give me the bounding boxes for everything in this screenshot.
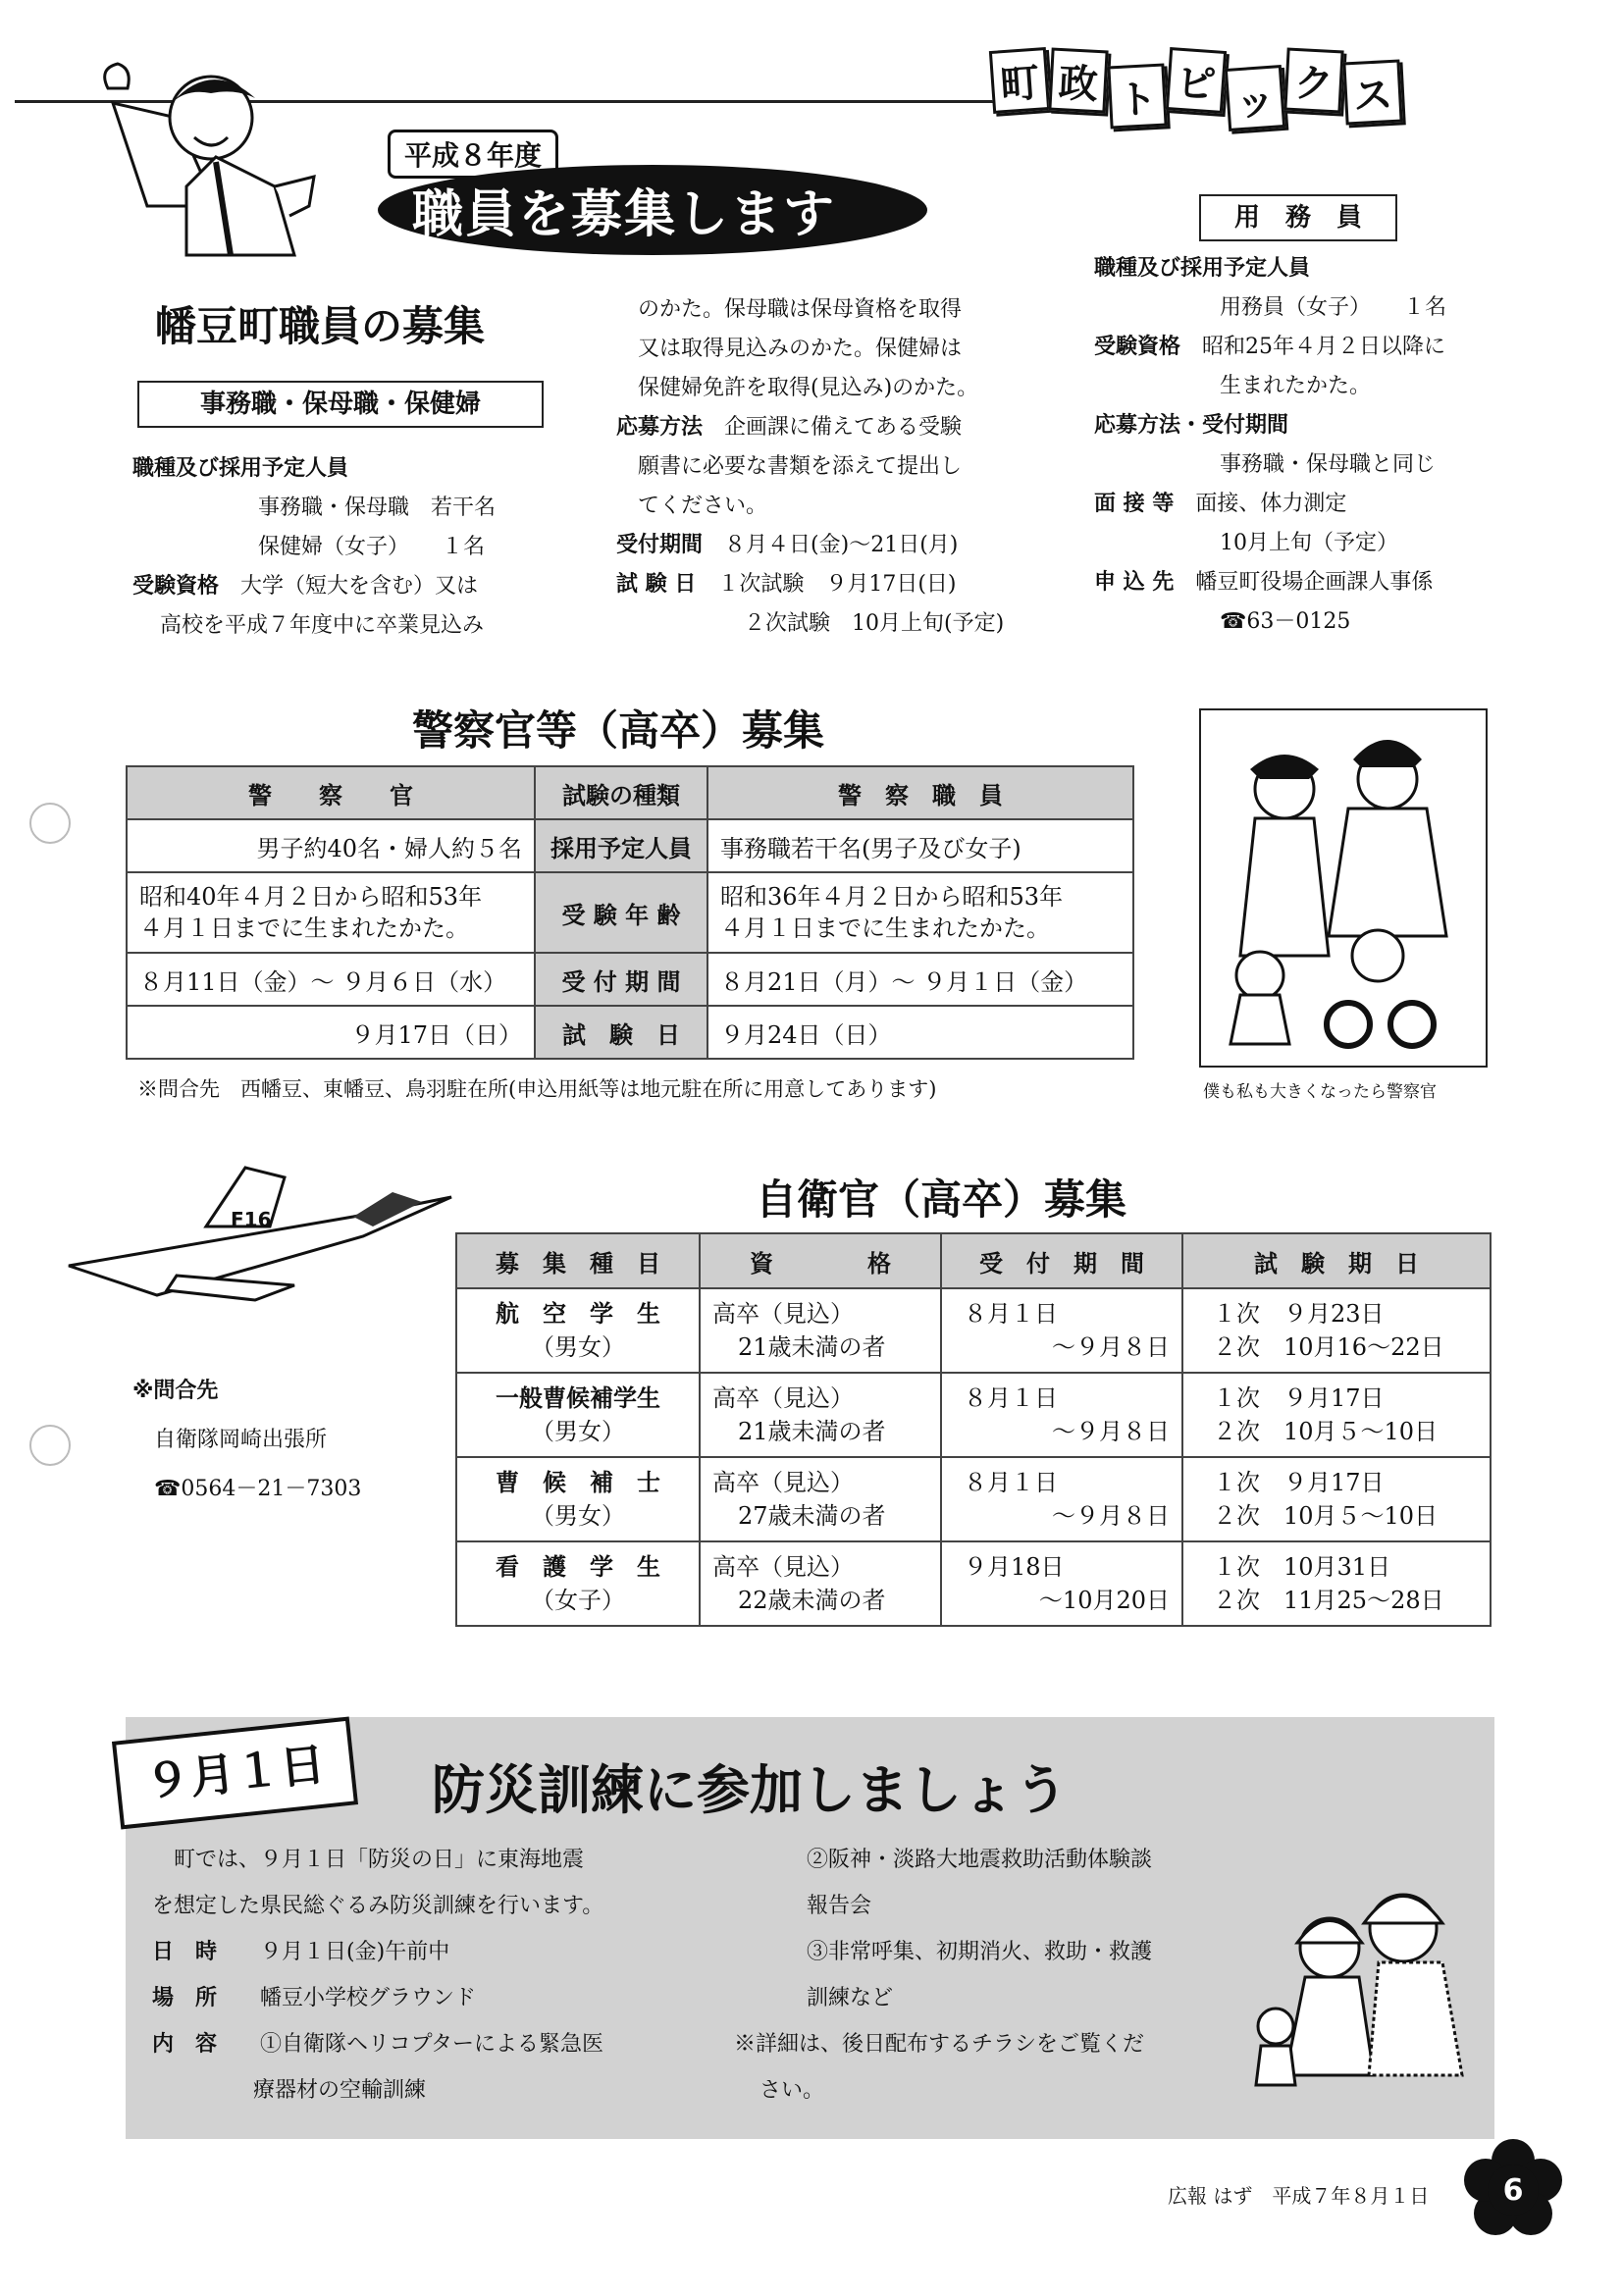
jsdf-contact [132,1372,361,1509]
hazu-recruit-heading: 幡豆町職員の募集 [155,302,486,350]
cartoon-man-illustration [69,59,324,275]
exam-first: １次 ９月17日 [1213,1469,1385,1496]
police-header-staff: 警 察 職 員 [707,766,1133,819]
hazu-recruit-body-mid [616,290,1048,644]
body-label: 受験資格 [132,574,220,599]
table-cell: 採用予定人員 [535,819,707,872]
body-line: ③非常呼集、初期消火、救助・救護 [807,1940,1153,1964]
body-line: を想定した県民総ぐるみ防災訓練を行います。 [152,1894,604,1918]
period-start: ８月１日 [964,1300,1058,1328]
table-row [127,1006,1133,1059]
body-line: １次試験 ９月17日(日) [717,572,957,597]
body-line: 事務職・保母職 若干名 [258,496,497,520]
page-title: 職員を募集します [412,185,837,244]
page-number: 6 [1502,2173,1524,2208]
qualification: 高卒（見込） [712,1469,854,1496]
body-line: さい。 [759,2078,825,2103]
recruit-sex: （女子） [531,1587,625,1614]
police-header-officer: 警 察 官 [127,766,535,819]
qualification: 高卒（見込） [712,1553,854,1581]
jsdf-header-exam: 試 験 期 日 [1182,1233,1491,1288]
police-heading: 警察官等（高卒）募集 [412,706,825,755]
table-row [456,1457,1491,1541]
exam-second: ２次 10月５～10日 [1213,1502,1439,1530]
body-line: 高校を平成７年度中に卒業見込み [160,613,485,638]
body-line: ①自衛隊ヘリコプターによる緊急医 [260,2032,604,2057]
period-end: ～10月20日 [1038,1587,1170,1614]
body-line: 企画課に備えてある受験 [724,415,963,440]
exam-second: ２次 10月16～22日 [1213,1333,1444,1361]
body-line: 又は取得見込みのかた。保健婦は [638,337,963,361]
period-end: ～９月８日 [1052,1333,1170,1361]
exam-second: ２次 10月５～10日 [1213,1418,1439,1445]
body-line: 職種及び採用予定人員 [132,456,349,481]
qualification-age: 22歳未満の者 [738,1587,886,1614]
contact-office: 自衛隊岡崎出張所 [154,1428,328,1452]
body-line: 大学（短大を含む）又は [240,574,479,599]
body-line: ②阪神・淡路大地震救助活動体験談 [807,1848,1153,1872]
recruit-sex: （男女） [531,1333,625,1361]
body-line: 応募方法・受付期間 [1094,413,1289,438]
footer-publication: 広報 はず 平成７年８月１日 [1168,2184,1430,2208]
custodian-body [1094,249,1536,642]
table-cell: 受 付 期 間 [535,953,707,1006]
body-line: 町では、９月１日「防災の日」に東海地震 [174,1848,585,1872]
body-line: 幡豆小学校グラウンド [260,1986,477,2010]
binder-hole [29,1425,71,1466]
body-line: 報告会 [807,1894,872,1918]
body-line: 昭和25年４月２日以降に [1202,335,1446,359]
plane-label: F16 [231,1208,272,1231]
table-cell: ９月24日（日） [707,1006,1133,1059]
topic-char: ク [1283,48,1343,114]
topic-char: ッ [1225,65,1285,131]
drill-heading: 防災訓練に参加しましょう [432,1759,1068,1821]
f16-jet-illustration [59,1158,461,1305]
period-start: ９月18日 [964,1553,1065,1581]
body-line: 事務職・保母職と同じ [1220,452,1437,477]
jsdf-header-type: 募 集 種 目 [456,1233,700,1288]
qualification-age: 21歳未満の者 [738,1418,886,1445]
body-line: ２次試験 10月上旬(予定) [744,611,1005,636]
exam-second: ２次 11月25～28日 [1213,1587,1444,1614]
recruit-sex: （男女） [531,1502,625,1530]
binder-hole [29,803,71,844]
body-line: 願書に必要な書類を添えて提出し [638,454,963,479]
recruit-sex: （男女） [531,1418,625,1445]
period-end: ～９月８日 [1052,1502,1170,1530]
period-start: ８月１日 [964,1469,1058,1496]
topic-char: ピ [1166,47,1227,114]
body-line: 幡豆町役場企画課人事係 [1195,570,1434,595]
body-line: 用務員（女子） １名 [1220,295,1447,320]
contact-phone: ☎0564－21－7303 [154,1477,362,1501]
body-line: 面接、体力測定 [1195,492,1347,516]
qualification-age: 27歳未満の者 [738,1502,886,1530]
police-header-type: 試験の種類 [535,766,707,819]
drill-body-right [734,1837,1244,2113]
drill-date-tab: ９月１日 [112,1717,358,1830]
jsdf-header-qualification: 資 格 [700,1233,941,1288]
police-table [126,765,1134,1060]
table-row [127,872,1133,953]
body-label: 受験資格 [1094,335,1181,359]
jsdf-table [455,1232,1492,1627]
police-family-illustration [1201,710,1486,1066]
table-cell: ８月21日（月）～ ９月１日（金） [707,953,1133,1006]
body-line: ☎63－0125 [1220,609,1351,634]
body-label: 面 接 等 [1094,492,1175,516]
table-cell: 男子約40名・婦人約５名 [127,819,535,872]
period-start: ８月１日 [964,1384,1058,1412]
body-line: 職種及び採用予定人員 [1094,256,1311,281]
table-cell: 昭和40年４月２日から昭和53年 ４月１日までに生まれたかた。 [127,872,535,953]
exam-first: １次 ９月23日 [1213,1300,1385,1328]
contact-label: ※問合先 [132,1379,219,1403]
table-cell: ９月17日（日） [127,1006,535,1059]
body-line: ９月１日(金)午前中 [260,1940,450,1964]
body-label: 試 験 日 [616,572,697,597]
body-line: ８月４日(金)～21日(月) [724,533,959,557]
table-cell: 昭和36年４月２日から昭和53年 ４月１日までに生まれたかた。 [707,872,1133,953]
body-label: 場 所 [152,1986,218,2010]
recruit-type: 一般曹候補学生 [496,1384,660,1412]
body-label: 日 時 [152,1940,218,1964]
body-line: 療器材の空輸訓練 [253,2078,427,2103]
body-line: 10月上旬（予定） [1220,531,1398,555]
body-line: 保健婦（女子） １名 [258,535,486,559]
body-line: 生まれたかた。 [1220,374,1372,398]
custodian-category-label: 用 務 員 [1199,194,1397,241]
table-row [456,1288,1491,1373]
body-label: 応募方法 [616,415,704,440]
body-label: 内 容 [152,2032,218,2057]
table-row [456,1373,1491,1457]
fiscal-year-label: 平成８年度 [388,130,558,179]
town-topics-banner [991,49,1401,130]
topic-char: 政 [1048,48,1108,114]
body-line: ※詳細は、後日配布するチラシをご覧くだ [734,2032,1145,2057]
body-line: 訓練など [807,1986,894,2010]
police-contact-note: ※問合先 西幡豆、東幡豆、鳥羽駐在所(申込用紙等は地元駐在所に用意してあります) [137,1077,937,1101]
table-row [456,1541,1491,1626]
recruit-type: 看 護 学 生 [496,1553,660,1581]
topic-char: ト [1107,64,1167,130]
body-label: 申 込 先 [1094,570,1175,595]
police-illustration-caption: 僕も私も大きくなったら警察官 [1203,1082,1437,1102]
topic-char: ス [1342,60,1402,126]
body-line: 保健婦免許を取得(見込み)のかた。 [638,376,979,400]
hazu-recruit-body-left [132,449,545,646]
body-label: 受付期間 [616,533,704,557]
office-category-label: 事務職・保母職・保健婦 [137,381,544,428]
body-line: てください。 [638,494,768,518]
exam-first: １次 10月31日 [1213,1553,1391,1581]
body-line: のかた。保母職は保母資格を取得 [638,297,963,322]
table-cell: 事務職若干名(男子及び女子) [707,819,1133,872]
table-row [127,953,1133,1006]
topic-char: 町 [989,47,1050,114]
recruit-type: 航 空 学 生 [496,1300,660,1328]
recruit-type: 曹 候 補 士 [496,1469,660,1496]
page-number-flower-icon [1464,2139,1562,2237]
jsdf-header-period: 受 付 期 間 [941,1233,1182,1288]
table-cell: ８月11日（金）～ ９月６日（水） [127,953,535,1006]
exam-first: １次 ９月17日 [1213,1384,1385,1412]
table-cell: 受 験 年 齢 [535,872,707,953]
police-illustration-frame [1199,708,1488,1068]
qualification: 高卒（見込） [712,1384,854,1412]
table-row [127,819,1133,872]
drill-body-left [152,1837,741,2113]
jsdf-heading: 自衛官（高卒）募集 [756,1175,1127,1224]
qualification-age: 21歳未満の者 [738,1333,886,1361]
evacuation-family-illustration [1246,1869,1482,2095]
table-cell: 試 験 日 [535,1006,707,1059]
qualification: 高卒（見込） [712,1300,854,1328]
period-end: ～９月８日 [1052,1418,1170,1445]
